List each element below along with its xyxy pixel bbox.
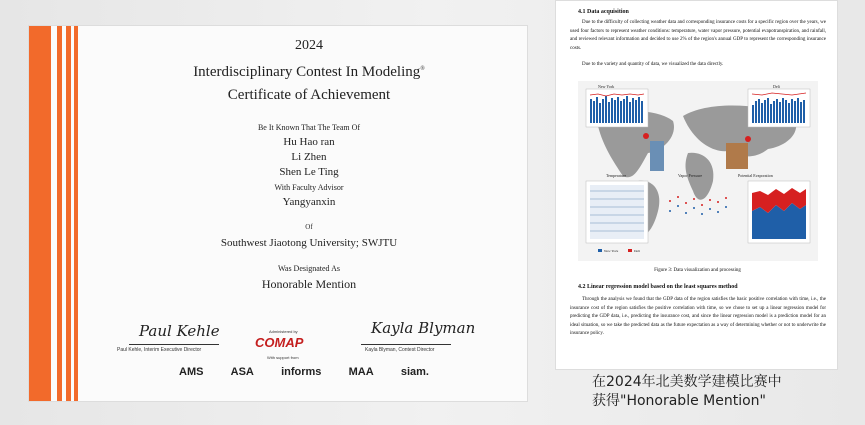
known-text: Be It Known That The Team Of bbox=[257, 123, 361, 132]
signature-line-right bbox=[361, 344, 451, 345]
figure-caption: Figure 3: Data visualization and processing bbox=[654, 268, 741, 273]
paragraph: Due to the variety and quantity of data, we visualized the data directly. bbox=[582, 62, 724, 67]
section-title: 4.2 Linear regression model based on the least squares method bbox=[578, 284, 738, 290]
administered-by-label: Administered by bbox=[269, 329, 298, 334]
legend-new-york: New York bbox=[604, 249, 619, 253]
team-member: Li Zhen bbox=[291, 151, 327, 163]
signature-left-caption: Paul Kehle, Interim Executive Director bbox=[117, 347, 202, 353]
signature-right: Kayla Blyman bbox=[371, 319, 476, 337]
sponsor-logos bbox=[179, 366, 429, 378]
of-label: Of bbox=[305, 223, 313, 231]
data-visualization-figure bbox=[578, 81, 818, 261]
certificate-stripes bbox=[29, 26, 79, 401]
paragraph: Due to the difficulty of collecting weather data and corresponding insurance costs for a specific region over the years, we used four factors to represent weather conditions: temperature, water vapor pressure, potential evapotranspiration, and rainfall, and reviewed relevant information and decided to use 2% of the region's annual GDP to represent the corresponding insurance costs. bbox=[570, 20, 826, 51]
legend-delhi: Deli bbox=[634, 249, 641, 253]
delhi-label: Deli bbox=[773, 84, 780, 89]
informs-logo: informs bbox=[281, 366, 322, 378]
ams-logo: AMS bbox=[179, 366, 204, 378]
support-label: With support from bbox=[267, 355, 299, 360]
siam-logo: siam. bbox=[400, 366, 429, 378]
paragraph: Through the analysis we found that the GDP data of the region satisfies the basic positive correlation with time, i.e., the insurance cost of the region satisfies the positive correlation with time, so we chose to set up a linear regression model for predicting the GDP data, i.e., predicting the insurance cost, and since the linear regression model is a prediction model for an ideal situation, so we take the predicted data as the future expectation as a way of determining whether or not to underwrite the insurance policy. bbox=[570, 297, 826, 336]
advisor-name: Yangyanxin bbox=[282, 196, 336, 208]
award-name: Honorable Mention bbox=[261, 277, 357, 291]
advisor-label: With Faculty Advisor bbox=[274, 183, 344, 192]
team-member: Hu Hao ran bbox=[283, 136, 335, 148]
certificate-year: 2024 bbox=[295, 38, 323, 53]
caption-line: 获得"Honorable Mention" bbox=[592, 393, 766, 409]
new-york-label: New York bbox=[598, 84, 615, 89]
signature-line-left bbox=[129, 344, 219, 345]
certificate-contest-title: Interdisciplinary Contest In Modeling® bbox=[193, 64, 425, 80]
vapor-label: Vapor Pressure bbox=[678, 173, 703, 178]
temperature-label: Temperature bbox=[606, 173, 627, 178]
signature-left: Paul Kehle bbox=[139, 322, 220, 340]
certificate-title: Certificate of Achievement bbox=[227, 87, 391, 103]
team-member: Shen Le Ting bbox=[279, 166, 339, 178]
section-title: 4.1 Data acquisition bbox=[578, 9, 629, 15]
chinese-caption bbox=[592, 373, 782, 411]
paper-page bbox=[555, 0, 838, 370]
asa-logo: ASA bbox=[230, 366, 254, 378]
caption-line: 在2024年北美数学建模比赛中 bbox=[592, 374, 782, 390]
signature-right-caption: Kayla Blyman, Contest Director bbox=[365, 347, 435, 353]
comap-logo: COMAP bbox=[255, 335, 304, 350]
maa-logo: MAA bbox=[348, 366, 374, 378]
registered-mark: ® bbox=[420, 66, 425, 72]
designated-text: Was Designated As bbox=[277, 264, 340, 273]
evap-label: Potential Evaporation bbox=[738, 173, 773, 178]
certificate bbox=[28, 25, 528, 402]
university-name: Southwest Jiaotong University; SWJTU bbox=[220, 237, 398, 249]
